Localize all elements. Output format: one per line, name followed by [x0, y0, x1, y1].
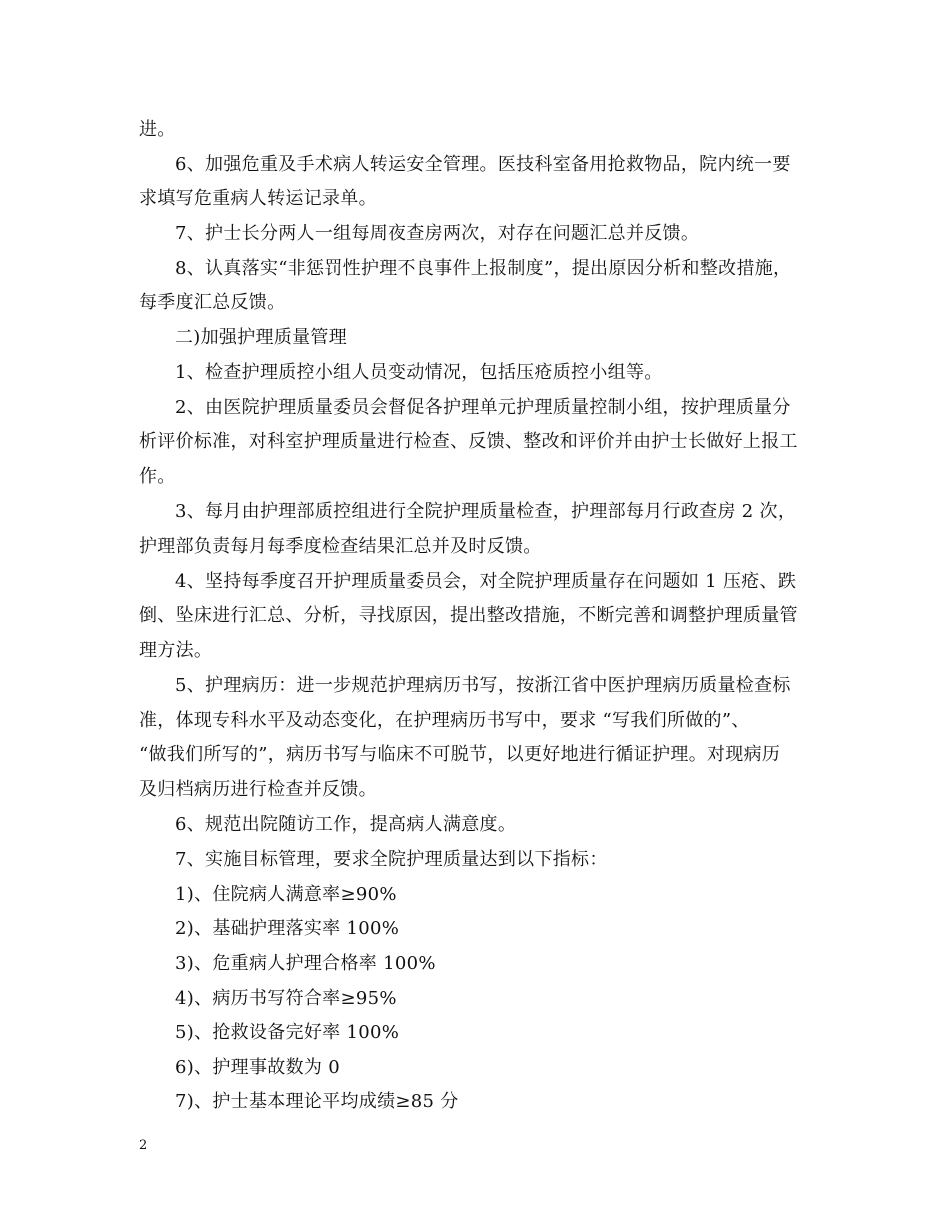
- list-item: 4)、病历书写符合率≥95%: [175, 988, 397, 1009]
- text-line: 每季度汇总反馈。: [139, 292, 286, 313]
- text-line: 3、每月由护理部质控组进行全院护理质量检查，护理部每月行政查房 2 次，: [175, 501, 797, 522]
- list-item: 6)、护理事故数为 0: [175, 1057, 340, 1078]
- list-item: 5)、抢救设备完好率 100%: [175, 1022, 400, 1043]
- text-line: 5、护理病历：进一步规范护理病历书写，按浙江省中医护理病历质量检查标: [175, 675, 791, 696]
- list-item: 3)、危重病人护理合格率 100%: [175, 953, 436, 974]
- text-line: 进。: [139, 119, 176, 140]
- text-line: 8、认真落实“非惩罚性护理不良事件上报制度”，提出原因分析和整改措施，: [175, 258, 792, 279]
- section-heading: 二)加强护理质量管理: [175, 327, 348, 348]
- text-line: 倒、坠床进行汇总、分析，寻找原因，提出整改措施，不断完善和调整护理质量管: [139, 605, 798, 626]
- page-number: 2: [139, 1138, 148, 1153]
- text-line: 理方法。: [139, 640, 213, 661]
- text-line: 4、坚持每季度召开护理质量委员会，对全院护理质量存在问题如 1 压疮、跌: [175, 571, 797, 592]
- list-item: 7)、护士基本理论平均成绩≥85 分: [175, 1091, 459, 1112]
- text-line: 6、加强危重及手术病人转运安全管理。医技科室备用抢救物品，院内统一要: [175, 154, 791, 175]
- text-line: 7、护士长分两人一组每周夜查房两次，对存在问题汇总并反馈。: [175, 223, 700, 244]
- text-line: 准，体现专科水平及动态变化，在护理病历书写中，要求 “写我们所做的”、: [139, 710, 750, 731]
- text-line: 及归档病历进行检查并反馈。: [139, 779, 377, 800]
- text-line: 2、由医院护理质量委员会督促各护理单元护理质量控制小组，按护理质量分: [175, 397, 791, 418]
- text-line: “做我们所写的”，病历书写与临床不可脱节，以更好地进行循证护理。对现病历: [139, 744, 781, 765]
- text-line: 作。: [139, 466, 176, 487]
- text-line: 求填写危重病人转运记录单。: [139, 188, 377, 209]
- text-line: 6、规范出院随访工作，提高病人满意度。: [175, 814, 517, 835]
- text-line: 1、检查护理质控小组人员变动情况，包括压疮质控小组等。: [175, 362, 663, 383]
- text-line: 析评价标准，对科室护理质量进行检查、反馈、整改和评价并由护士长做好上报工: [139, 431, 798, 452]
- list-item: 2)、基础护理落实率 100%: [175, 918, 400, 939]
- text-line: 7、实施目标管理，要求全院护理质量达到以下指标：: [175, 849, 608, 870]
- list-item: 1)、住院病人满意率≥90%: [175, 884, 397, 905]
- text-line: 护理部负责每月每季度检查结果汇总并及时反馈。: [139, 536, 542, 557]
